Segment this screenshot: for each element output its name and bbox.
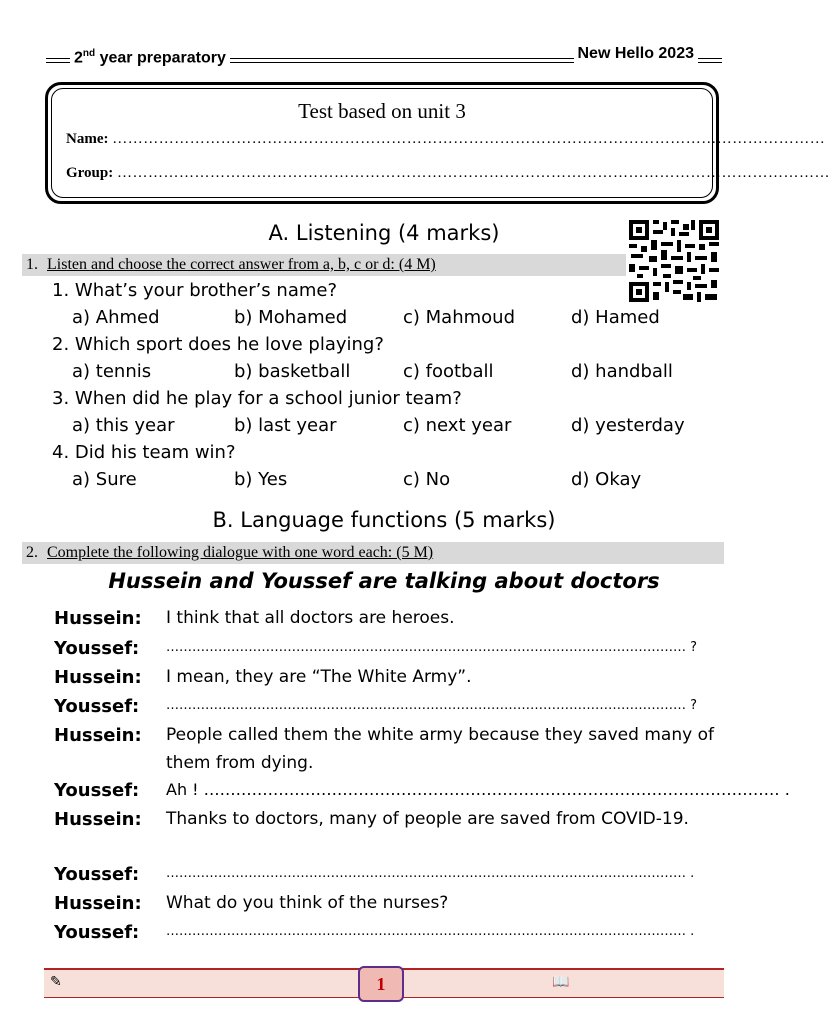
option-2c[interactable]: c) football <box>403 361 494 382</box>
speaker-label: Hussein: <box>54 608 142 629</box>
answer-blank[interactable]: ………………………………………………………………………………………………………… . <box>166 866 695 881</box>
dialogue-line: People called them the white army because they saved many of them from dying. <box>166 725 714 773</box>
speaker-label: Youssef: <box>54 922 140 943</box>
speaker-label: Youssef: <box>54 780 140 801</box>
speaker-label: Youssef: <box>54 864 140 885</box>
dialogue-line: I think that all doctors are heroes. <box>166 608 455 628</box>
speaker-label: Youssef: <box>54 638 140 659</box>
question-1: 1. What’s your brother’s name? <box>52 280 338 301</box>
answer-blank[interactable]: ………………………………………………………………………………………………………… ? <box>166 698 698 713</box>
section-b-title: B. Language functions (5 marks) <box>212 508 556 532</box>
question-3: 3. When did he play for a school junior team? <box>52 388 462 409</box>
instruction-bar-2: 2. Complete the following dialogue with one word each: (5 M) <box>22 542 724 564</box>
option-1a[interactable]: a) Ahmed <box>72 307 160 328</box>
book-icon: 📖 <box>552 974 570 990</box>
group-field[interactable]: Group: ………………………………………………………………………………………………………………………… <box>66 165 830 181</box>
dialogue-line: I mean, they are “The White Army”. <box>166 667 472 687</box>
instruction-2: Complete the following dialogue with one word each: (5 M) <box>47 544 434 561</box>
option-2a[interactable]: a) tennis <box>72 361 152 382</box>
pencil-icon: ✎ <box>50 974 62 990</box>
speaker-label: Hussein: <box>54 893 142 914</box>
option-3d[interactable]: d) yesterday <box>571 415 685 436</box>
page-header <box>46 44 722 68</box>
option-4c[interactable]: c) No <box>403 469 451 490</box>
answer-blank[interactable]: Ah ! ……………………………………………………………………………………………… . <box>166 780 790 799</box>
page-footer <box>44 968 724 998</box>
speaker-label: Hussein: <box>54 809 142 830</box>
option-4b[interactable]: b) Yes <box>234 469 288 490</box>
option-1c[interactable]: c) Mahmoud <box>403 307 515 328</box>
dialogue-title: Hussein and Youssef are talking about doctors <box>108 569 660 593</box>
option-2b[interactable]: b) basketball <box>234 361 351 382</box>
option-1b[interactable]: b) Mohamed <box>234 307 348 328</box>
answer-blank[interactable]: ………………………………………………………………………………………………………… . <box>166 924 695 939</box>
page-number: 1 <box>358 966 404 1002</box>
test-title-box <box>45 82 830 204</box>
grade-label: 2nd year preparatory <box>70 44 230 68</box>
instruction-1: Listen and choose the correct answer from a, b, c or d: (4 M) <box>47 256 436 273</box>
instruction-bar-1: 1. Listen and choose the correct answer from a, b, c or d: (4 M) <box>22 254 626 276</box>
dialogue-line: Thanks to doctors, many of people are saved from COVID-19. <box>166 809 689 829</box>
question-4: 4. Did his team win? <box>52 442 236 463</box>
option-3b[interactable]: b) last year <box>234 415 337 436</box>
option-4a[interactable]: a) Sure <box>72 469 137 490</box>
test-title: Test based on unit 3 <box>298 99 466 123</box>
option-4d[interactable]: d) Okay <box>571 469 642 490</box>
name-field[interactable]: Name: ………………………………………………………………………………………………………………………… <box>66 131 826 147</box>
speaker-label: Youssef: <box>54 696 140 717</box>
speaker-label: Hussein: <box>54 667 142 688</box>
option-2d[interactable]: d) handball <box>571 361 673 382</box>
book-title: New Hello 2023 <box>574 44 699 64</box>
question-2: 2. Which sport does he love playing? <box>52 334 384 355</box>
option-3a[interactable]: a) this year <box>72 415 175 436</box>
dialogue-line: What do you think of the nurses? <box>166 893 449 913</box>
section-a-title: A. Listening (4 marks) <box>268 221 500 245</box>
answer-blank[interactable]: ………………………………………………………………………………………………………… ? <box>166 640 698 655</box>
option-3c[interactable]: c) next year <box>403 415 512 436</box>
speaker-label: Hussein: <box>54 725 142 746</box>
qr-code-icon[interactable] <box>627 218 721 304</box>
option-1d[interactable]: d) Hamed <box>571 307 660 328</box>
